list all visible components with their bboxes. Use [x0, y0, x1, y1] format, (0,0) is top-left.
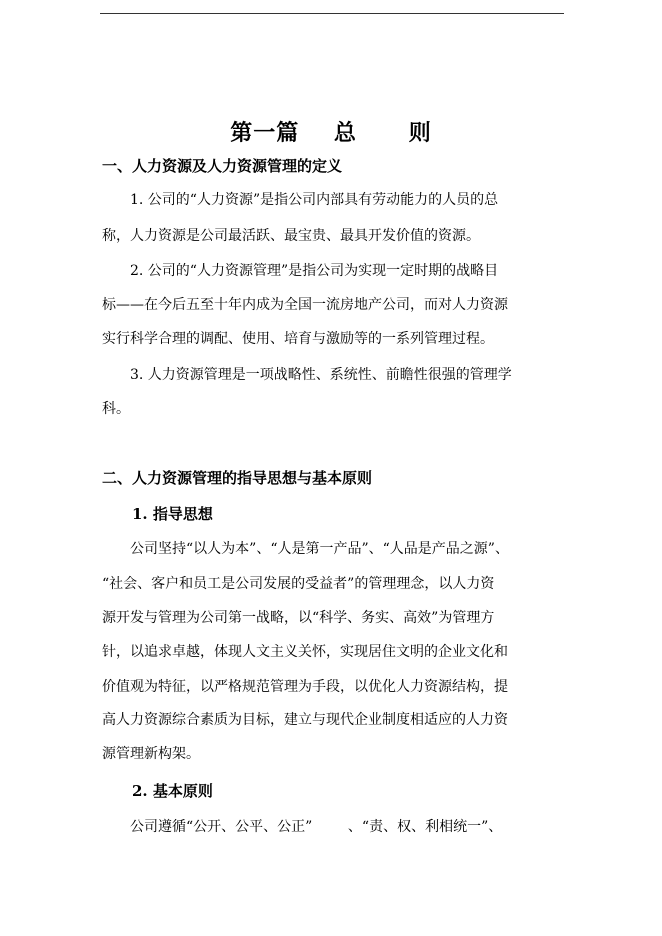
- paragraph-line: 2. 公司的“人力资源管理”是指公司为实现一定时期的战略目: [130, 263, 499, 279]
- header-rule: [100, 13, 564, 14]
- paragraph-line: 高人力资源综合素质为目标，建立与现代企业制度相适应的人力资: [102, 712, 508, 728]
- paragraph-line: “社会、客户和员工是公司发展的受益者”的管理理念，以人力资: [102, 576, 495, 592]
- paragraph-line: 价值观为特征，以严格规范管理为手段，以优化人力资源结构，提: [102, 679, 508, 695]
- section-heading-2: 二、人力资源管理的指导思想与基本原则: [102, 469, 373, 487]
- subsection-heading-guiding-ideology: 1. 指导思想: [132, 505, 213, 523]
- paragraph-line: 针，以追求卓越，体现人文主义关怀，实现居住文明的企业文化和: [102, 644, 508, 660]
- paragraph-line: 源管理新构架。: [102, 746, 200, 762]
- paragraph-line: 称，人力资源是公司最活跃、最宝贵、最具开发价值的资源。: [102, 228, 480, 244]
- paragraph-line: 公司遵循“公开、公平、公正” 、“责、权、利相统一”、: [130, 819, 503, 835]
- paragraph-line: 实行科学合理的调配、使用、培育与激励等的一系列管理过程。: [102, 331, 494, 347]
- paragraph-line: 源开发与管理为公司第一战略，以“科学、务实、高效”为管理方: [102, 610, 495, 626]
- paragraph-line: 1. 公司的“人力资源”是指公司内部具有劳动能力的人员的总: [130, 192, 499, 208]
- section-heading-1: 一、人力资源及人力资源管理的定义: [102, 157, 343, 175]
- paragraph-line: 标——在今后五至十年内成为全国一流房地产公司，而对人力资源: [102, 297, 508, 313]
- paragraph-line: 3. 人力资源管理是一项战略性、系统性、前瞻性很强的管理学: [130, 367, 512, 383]
- paragraph-line: 公司坚持“以人为本”、“人是第一产品”、“人品是产品之源”、: [130, 541, 509, 557]
- subsection-heading-basic-principles: 2. 基本原则: [132, 782, 213, 800]
- page-title: 第一篇 总 则: [230, 120, 432, 146]
- paragraph-line: 科。: [102, 401, 130, 417]
